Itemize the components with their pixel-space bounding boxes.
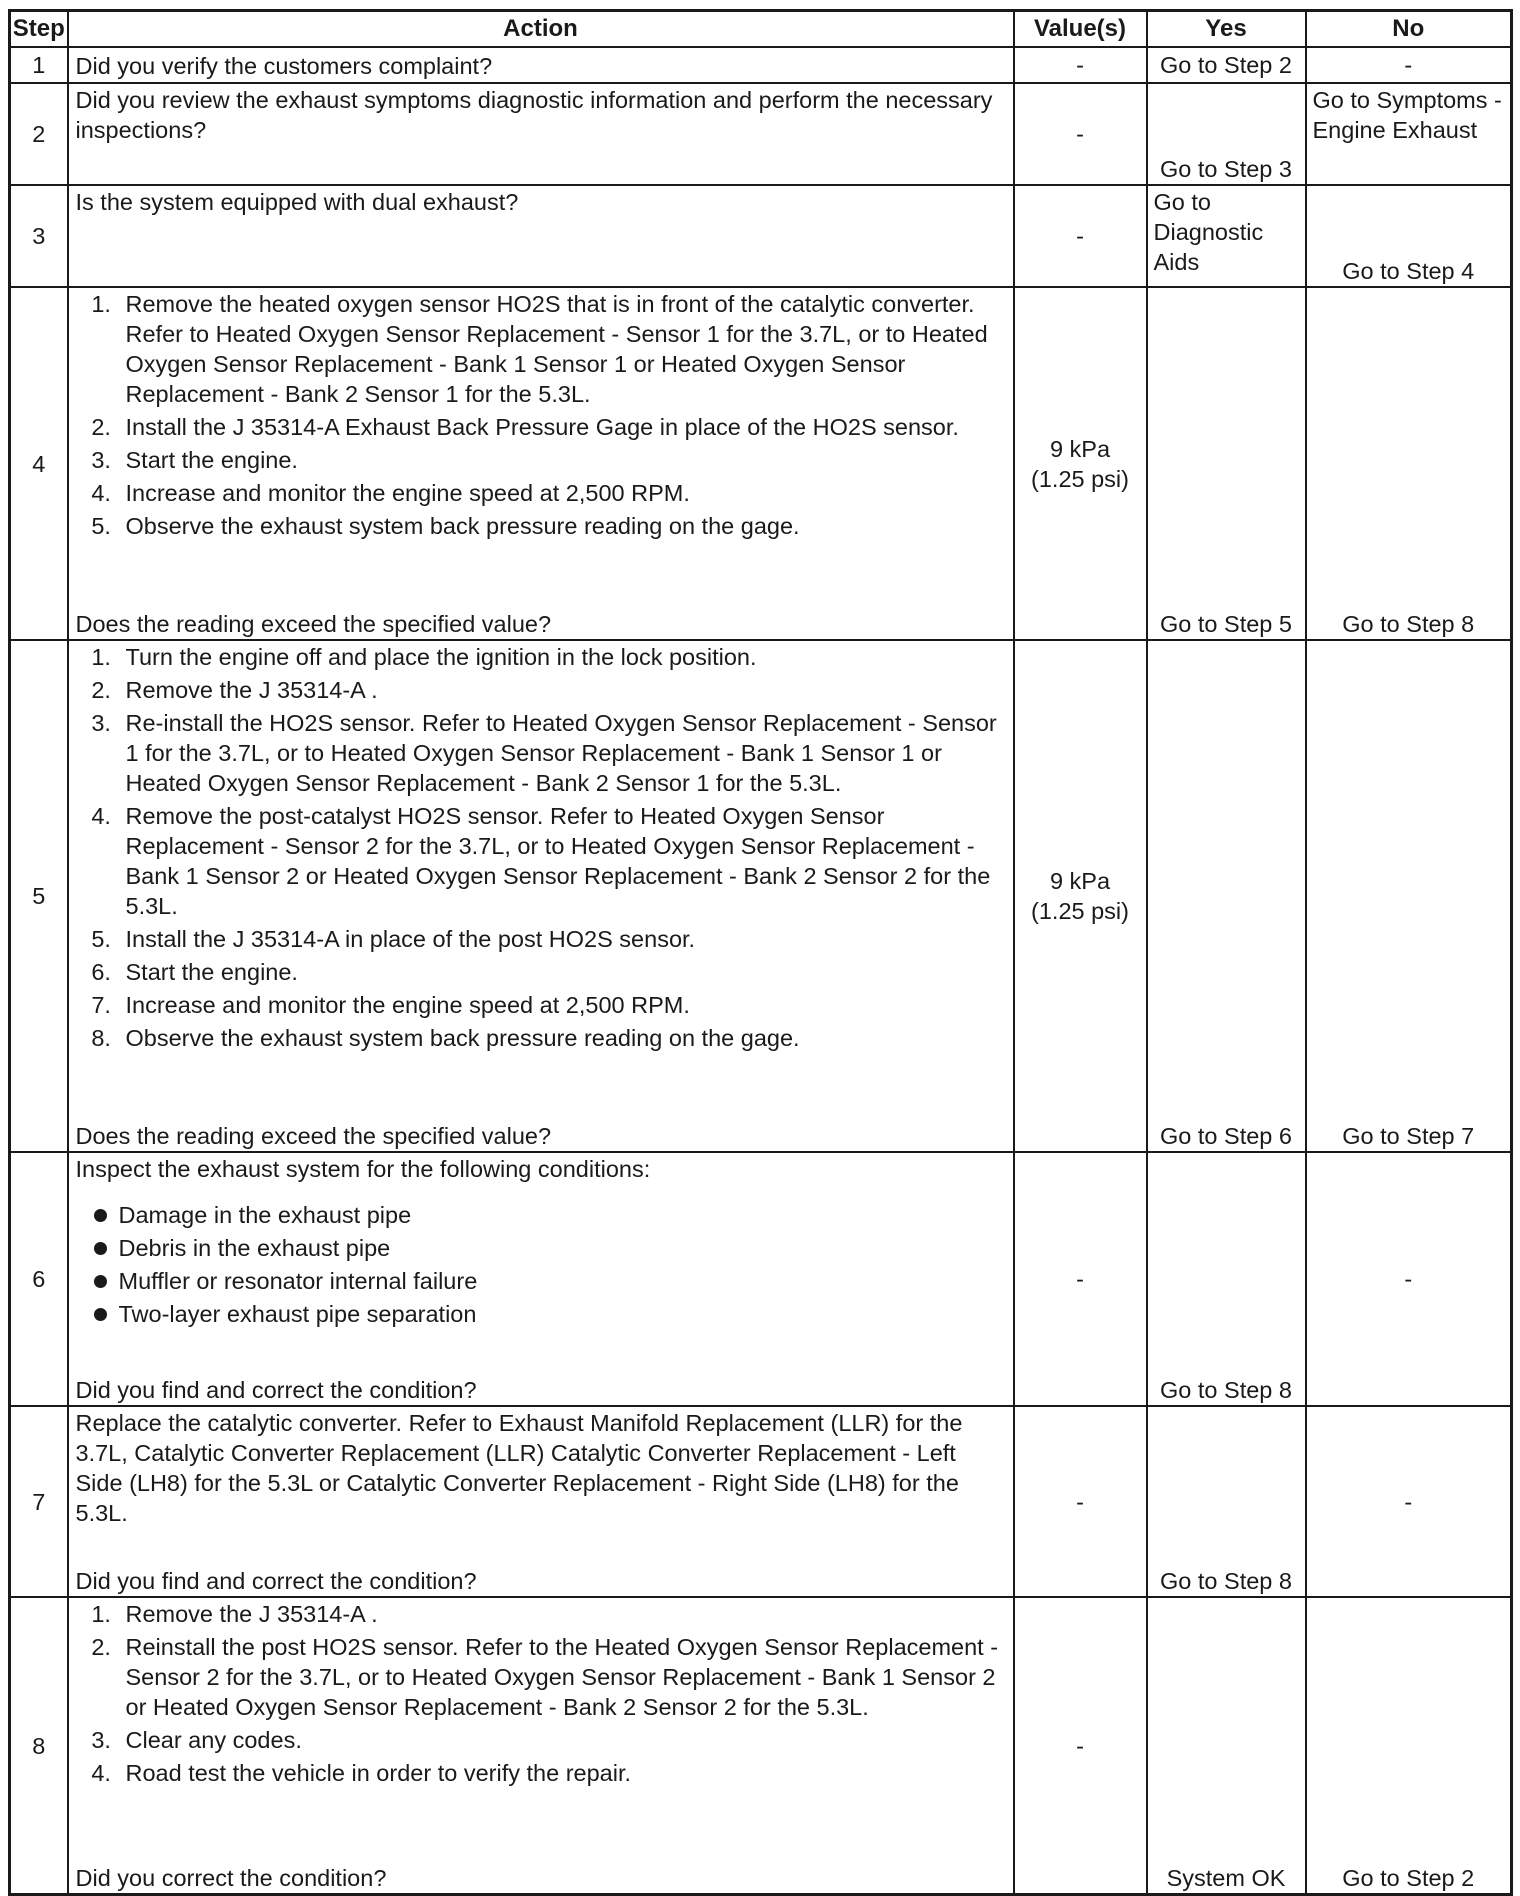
step-number: 6 — [10, 1152, 68, 1406]
no-link[interactable]: Go to Step 7 — [1342, 1123, 1475, 1149]
procedure-step: 8. Observe the exhaust system back pressure reading on the gage. — [118, 1023, 1007, 1053]
action-cell — [68, 1152, 1014, 1406]
procedure-step: 1. Turn the engine off and place the ignition in the lock position. — [118, 642, 1007, 672]
yes-cell — [1147, 1406, 1306, 1597]
yes-link[interactable]: Go to Step 2 — [1160, 52, 1292, 78]
no-cell — [1306, 185, 1512, 287]
procedure-step: 2. Remove the J 35314-A . — [118, 675, 1007, 705]
procedure-list — [76, 289, 1007, 544]
procedure-step: 3. Clear any codes. — [118, 1725, 1007, 1755]
action-cell — [68, 1597, 1014, 1895]
procedure-step: 2. Reinstall the post HO2S sensor. Refer to the Heated Oxygen Sensor Replacement - Sensor 2 for the 3.7L, or to Heated Oxygen Sensor Replacement - Bank 1 Sensor 2 or Heated Oxygen Sensor Replacement - Bank 2 Sensor 2 for the 5.3L. — [118, 1632, 1007, 1722]
yes-result: System OK — [1166, 1865, 1286, 1891]
yes-cell — [1147, 47, 1306, 83]
table-row — [10, 287, 1512, 640]
action-question: Did you find and correct the condition? — [75, 1377, 477, 1403]
action-cell — [68, 1406, 1014, 1597]
step-number: 7 — [10, 1406, 68, 1597]
header-step: Step — [10, 11, 68, 48]
action-question: Did you correct the condition? — [75, 1865, 387, 1891]
procedure-list — [76, 1599, 1007, 1791]
action-question: Did you find and correct the condition? — [75, 1568, 477, 1594]
value-cell: - — [1014, 1152, 1147, 1406]
no-cell — [1306, 1406, 1512, 1597]
procedure-step: 3. Start the engine. — [118, 445, 1007, 475]
table-header-row — [10, 11, 1512, 48]
table-row — [10, 185, 1512, 287]
action-cell — [68, 640, 1014, 1152]
value-cell: - — [1014, 1406, 1147, 1597]
no-cell — [1306, 640, 1512, 1152]
bullet-icon — [94, 1209, 107, 1222]
no-cell — [1306, 47, 1512, 83]
condition-item — [94, 1299, 1007, 1329]
header-yes: Yes — [1147, 11, 1306, 48]
value-cell — [1014, 640, 1147, 1152]
no-cell — [1306, 1152, 1512, 1406]
yes-link[interactable]: Go to Step 3 — [1160, 156, 1292, 182]
step-number: 4 — [10, 287, 68, 640]
action-intro: Inspect the exhaust system for the following conditions: — [75, 1156, 651, 1182]
step-number: 3 — [10, 185, 68, 287]
condition-text: Damage in the exhaust pipe — [118, 1202, 412, 1228]
diagnostic-table — [8, 9, 1513, 1896]
action-text: Did you verify the customers complaint? — [68, 47, 1014, 83]
value-cell: - — [1014, 47, 1147, 83]
action-text: Is the system equipped with dual exhaust? — [68, 185, 1014, 287]
condition-item — [94, 1266, 1007, 1296]
yes-cell — [1147, 185, 1306, 287]
procedure-step: 2. Install the J 35314-A Exhaust Back Pressure Gage in place of the HO2S sensor. — [118, 412, 1007, 442]
yes-cell — [1147, 640, 1306, 1152]
procedure-list — [76, 642, 1007, 1056]
value-psi: (1.25 psi) — [1031, 898, 1129, 924]
header-action: Action — [68, 11, 1014, 48]
procedure-step: 1. Remove the heated oxygen sensor HO2S that is in front of the catalytic converter. Refer to Heated Oxygen Sensor Replacement - Sensor 1 for the 3.7L, or to Heated Oxygen Sensor Replacement - Bank 1 Sensor 1 or Heated Oxygen Sensor Replacement - Bank 2 Sensor 1 for the 5.3L. — [118, 289, 1007, 409]
table-row — [10, 1152, 1512, 1406]
value-cell — [1014, 287, 1147, 640]
no-value: - — [1404, 52, 1413, 78]
bullet-icon — [94, 1275, 107, 1288]
condition-list — [76, 1200, 1007, 1332]
table-row — [10, 47, 1512, 83]
value-psi: (1.25 psi) — [1031, 465, 1129, 492]
procedure-step: 4. Increase and monitor the engine speed at 2,500 RPM. — [118, 478, 1007, 508]
action-intro: Replace the catalytic converter. Refer to Exhaust Manifold Replacement (LLR) for the 3.7L, Catalytic Converter Replacement (LLR) Catalytic Converter Replacement - Left Side (LH8) for the 5.3L or Catalytic Converter Replacement - Right Side (LH8) for the 5.3L. — [75, 1410, 963, 1526]
procedure-step: 5. Observe the exhaust system back pressure reading on the gage. — [118, 511, 1007, 541]
yes-link[interactable]: Go to Step 5 — [1160, 611, 1292, 637]
yes-cell — [1147, 287, 1306, 640]
procedure-step: 4. Remove the post-catalyst HO2S sensor. Refer to Heated Oxygen Sensor Replacement - Sensor 2 for the 3.7L, or to Heated Oxygen Sensor Replacement - Bank 1 Sensor 2 or Heated Oxygen Sensor Replacement - Bank 2 Sensor 2 for the 5.3L. — [118, 801, 1007, 921]
value-cell: - — [1014, 185, 1147, 287]
value-cell: - — [1014, 1597, 1147, 1895]
no-cell — [1306, 287, 1512, 640]
condition-text: Muffler or resonator internal failure — [118, 1268, 478, 1294]
yes-cell — [1147, 1152, 1306, 1406]
table-row — [10, 1406, 1512, 1597]
procedure-step: 4. Road test the vehicle in order to verify the repair. — [118, 1758, 1007, 1788]
yes-link[interactable]: Go to Step 8 — [1160, 1377, 1292, 1403]
procedure-step: 6. Start the engine. — [118, 957, 1007, 987]
step-number: 8 — [10, 1597, 68, 1895]
no-value: - — [1404, 1488, 1413, 1515]
table-row — [10, 1597, 1512, 1895]
header-no: No — [1306, 11, 1512, 48]
procedure-step: 3. Re-install the HO2S sensor. Refer to Heated Oxygen Sensor Replacement - Sensor 1 for the 3.7L, or to Heated Oxygen Sensor Replacement - Bank 1 Sensor 1 or Heated Oxygen Sensor Replacement - Bank 2 Sensor 1 for the 5.3L. — [118, 708, 1007, 798]
value-cell: - — [1014, 83, 1147, 185]
action-cell — [68, 287, 1014, 640]
action-text: Did you review the exhaust symptoms diagnostic information and perform the necessary inspections? — [68, 83, 1014, 185]
step-number: 1 — [10, 47, 68, 83]
yes-cell — [1147, 83, 1306, 185]
no-cell — [1306, 1597, 1512, 1895]
procedure-step: 1. Remove the J 35314-A . — [118, 1599, 1007, 1629]
condition-text: Two-layer exhaust pipe separation — [118, 1301, 477, 1327]
step-number: 2 — [10, 83, 68, 185]
bullet-icon — [94, 1242, 107, 1255]
no-link[interactable]: Go to Step 4 — [1342, 258, 1475, 284]
value-kpa: 9 kPa — [1049, 435, 1111, 462]
no-link[interactable]: Go to Symptoms - Engine Exhaust — [1312, 87, 1502, 143]
procedure-step: 5. Install the J 35314-A in place of the post HO2S sensor. — [118, 924, 1007, 954]
no-link[interactable]: Go to Step 2 — [1342, 1865, 1475, 1891]
header-values: Value(s) — [1014, 11, 1147, 48]
yes-link[interactable]: Go to Diagnostic Aids — [1153, 189, 1264, 275]
yes-link[interactable]: Go to Step 8 — [1160, 1568, 1292, 1594]
no-link[interactable]: Go to Step 8 — [1342, 611, 1475, 637]
yes-link[interactable]: Go to Step 6 — [1160, 1123, 1292, 1149]
action-question: Does the reading exceed the specified value? — [75, 611, 552, 637]
step-number: 5 — [10, 640, 68, 1152]
table-row — [10, 640, 1512, 1152]
value-kpa: 9 kPa — [1049, 868, 1111, 894]
condition-text: Debris in the exhaust pipe — [118, 1235, 391, 1261]
bullet-icon — [94, 1308, 107, 1321]
no-cell — [1306, 83, 1512, 185]
condition-item — [94, 1233, 1007, 1263]
table-row — [10, 83, 1512, 185]
yes-cell — [1147, 1597, 1306, 1895]
action-question: Does the reading exceed the specified value? — [75, 1123, 552, 1149]
procedure-step: 7. Increase and monitor the engine speed at 2,500 RPM. — [118, 990, 1007, 1020]
condition-item — [94, 1200, 1007, 1230]
no-value: - — [1404, 1266, 1413, 1292]
